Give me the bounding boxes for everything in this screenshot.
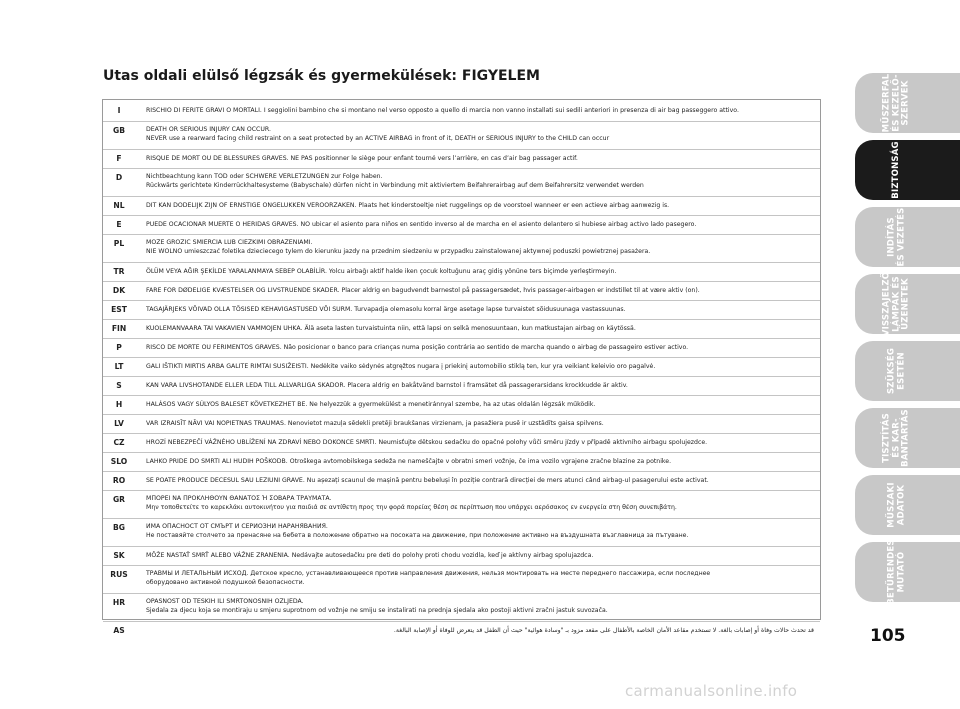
table-row: [103, 100, 820, 122]
table-row: [103, 519, 820, 547]
warning-text: [146, 472, 814, 490]
page-title: Utas oldali elülső légzsák és gyermekülések: FIGYELEM: [103, 68, 540, 84]
warning-line: DIT KAN DODELIJK ZIJN OF ERNSTIGE ONGELUKKEN VEROORZAKEN. Plaats het kinderstoeltje niet ruggelings op de voorstoel wanneer er een actieve airbag aanwezig is.: [146, 202, 670, 209]
table-row: [103, 150, 820, 169]
warning-line: Sjedala za djecu koja se montiraju u smjeru suprotnom od vožnje ne smiju se instalirati na prednja sjedala ako postoji aktivni zračni jastuk suvozača.: [146, 606, 608, 614]
table-row: [103, 566, 820, 594]
table-row: [103, 377, 820, 396]
language-code: TR: [113, 267, 125, 276]
chapter-tab[interactable]: [855, 140, 960, 200]
table-row: [103, 339, 820, 358]
table-row: [103, 169, 820, 197]
language-code: RO: [112, 476, 126, 485]
warning-text: [146, 415, 814, 433]
warning-text: [146, 126, 814, 144]
table-row: [103, 434, 820, 453]
table-row: [103, 396, 820, 415]
language-code: NL: [113, 201, 125, 210]
table-row: [103, 472, 820, 491]
language-code: H: [115, 400, 123, 409]
warning-line: PUEDE OCACIONAR MUERTE O HERIDAS GRAVES. NO ubicar el asiento para niños en sentido inverso al de marcha en el asiento delantero si hubiese airbag activo lado pasegero.: [146, 221, 697, 228]
warning-line: VAR IZRAISĪT NĀVI VAI NOPIETNAS TRAUMAS. Nenovietot mazuļa sēdekli pretēji braukšanas virzienam, ja pasažiera pusē ir uzstādīts gaisa spilvens.: [146, 420, 604, 427]
warning-text: [146, 598, 814, 616]
table-row: [103, 301, 820, 320]
warning-line: GALI IŠTIKTI MIRTIS ARBA GALITE RIMTAI SUSIŽEISTI. Nedėkite vaiko sėdynės atgręžtos nugara į priekinį automobilio stiklą ten, kur yra veikiant keleivio oro pagalvė.: [146, 363, 656, 370]
language-code: RUS: [110, 570, 128, 579]
language-code: D: [115, 173, 123, 182]
table-row: [103, 547, 820, 566]
language-code: I: [117, 106, 121, 115]
chapter-tab-label: MŰSZERFAL ÉS KEZELŐ- SZERVEK: [881, 73, 911, 133]
table-row: [103, 491, 820, 519]
warning-line: LAHKO PRIDE DO SMRTI ALI HUDIH POŠKODB. Otroškega avtomobilskega sedeža ne nameščajte v obratni smeri vožnje, če ima vozilo vgrajene zračne blazine za potnike.: [146, 458, 672, 465]
watermark: carmanualsonline.info: [625, 682, 798, 700]
table-row: [103, 197, 820, 216]
warning-text: [146, 523, 814, 541]
language-code: GB: [112, 126, 126, 135]
chapter-tab-label: SZÜKSÉG ESETÉN: [886, 347, 906, 395]
chapter-tab[interactable]: [855, 341, 960, 401]
warning-line: RISQUE DE MORT OU DE BLESSURES GRAVES. NE PAS positionner le siège pour enfant tourné vers l’arrière, en cas d’air bag passager actif.: [146, 155, 578, 162]
table-row: [103, 453, 820, 472]
warning-text: [146, 282, 814, 300]
warning-line: HROZÍ NEBEZPEČÍ VÁŽNÉHO UBLÍŽENÍ NA ZDRAVÍ NEBO DOKONCE SMRTI. Neumisťujte dětskou sedačku do opačné polohy vůči směru jízdy v případě aktivního airbagu spolujezdce.: [146, 439, 708, 446]
language-code: PL: [113, 239, 125, 248]
language-code: GR: [112, 495, 126, 504]
warning-text: [146, 301, 814, 319]
chapter-tab-label: TISZTÍTÁS ÉS KAR- BANTARTÁS: [881, 409, 911, 467]
language-code: E: [116, 220, 122, 229]
warning-text: [146, 495, 814, 513]
chapter-tab[interactable]: [855, 475, 960, 535]
language-code: LV: [114, 419, 124, 428]
warning-line: NEVER use a rearward facing child restraint on a seat protected by an ACTIVE AIRBAG in front of it, DEATH or SERIOUS INJURY to the CHILD can occur: [146, 134, 610, 142]
warning-text: [146, 453, 814, 471]
language-code: DK: [112, 286, 126, 295]
warning-text: [146, 547, 814, 565]
warning-line: DEATH OR SERIOUS INJURY CAN OCCUR.: [146, 126, 271, 133]
warning-text: [146, 216, 814, 234]
warning-line: TAGAJÄRJEKS VÕIVAD OLLA TÕSISED KEHAVIGASTUSED VÕI SURM. Turvapadja olemasolu korral ärge asetage lapse turvaistet sõidusuunaga vastassuunas.: [146, 306, 626, 313]
language-code: HR: [112, 598, 126, 607]
warning-line: MOŻE GROZIĆ ŚMIERCIA LUB CIEŻKIMI OBRAŻENIAMI.: [146, 239, 313, 246]
language-code: P: [116, 343, 122, 352]
language-code: FIN: [111, 324, 127, 333]
table-row: [103, 282, 820, 301]
warning-text: [146, 150, 814, 168]
warning-line: Rückwärts gerichtete Kinderrückhaltesysteme (Babyschale) dürfen nicht in Verbindung mit aktiviertem Beifahrerairbag auf dem Beifahrersitz verwendet werden: [146, 181, 644, 189]
table-row: [103, 622, 820, 639]
language-code: CZ: [113, 438, 125, 447]
language-code: S: [116, 381, 122, 390]
warning-line: RISCHIO DI FERITE GRAVI O MORTALI. I seggiolini bambino che si montano nel verso opposto a quello di marcia non vanno installati sui sedili anteriori in presenza di air bag passeggero attivo.: [146, 107, 739, 114]
warning-line: OPASNOST OD TEŠKIH ILI SMRTONOSNIH OZLJEDA.: [146, 598, 304, 605]
table-row: [103, 122, 820, 150]
warning-text: [146, 320, 814, 338]
language-code: EST: [111, 305, 127, 314]
warning-line: KAN VARA LIVSHOTANDE ELLER LEDA TILL ALLVARLIGA SKADOR. Placera aldrig en bakåtvänd barnstol i framsätet då passagerarsidans krockkudde är aktiv.: [146, 382, 628, 389]
warning-text: [146, 396, 814, 414]
chapter-tab-label: VISSZAJELZŐ LÁMPÁK ÉS ÜZENETEK: [881, 271, 911, 337]
warning-line: оборудовано активной подушкой безопасности.: [146, 578, 305, 586]
warning-table: [102, 99, 821, 635]
table-row: [103, 594, 820, 622]
chapter-tab-label: INDÍTÁS ÉS VEZETÉS: [886, 207, 906, 267]
table-row: [103, 358, 820, 377]
warning-line: NIE WOLNO umieszczać foletika dzieciecego tylem do kierunku jazdy na przednim siedzeniu w przypadku zainstalowanej aktywnej poduszki powietrznej pasażera.: [146, 247, 651, 255]
table-row: [103, 263, 820, 282]
warning-text: [146, 622, 814, 639]
table-row: [103, 235, 820, 263]
warning-line: FARE FOR DØDELIGE KVÆSTELSER OG LIVSTRUENDE SKADER. Placer aldrig en bagudvendt barnestol på passagersædet, hvis passager-airbagen er indstillet til at være aktiv (on).: [146, 287, 700, 294]
warning-text: [146, 570, 814, 588]
chapter-tab[interactable]: [855, 408, 960, 468]
page-number: 105: [870, 626, 906, 646]
warning-text: [146, 100, 814, 121]
warning-line: MÔŽE NASTAŤ SMRŤ ALEBO VÁŽNE ZRANENIA. Nedávajte autosedačku pre deti do polohy proti chodu vozidla, keď je aktívny airbag spolujazdca.: [146, 552, 594, 559]
language-code: BG: [112, 523, 126, 532]
warning-text: [146, 197, 814, 215]
chapter-tab-label: BIZTONSÁG: [891, 141, 902, 199]
chapter-tab[interactable]: [855, 539, 960, 605]
warning-text: [146, 263, 814, 281]
warning-text: [146, 377, 814, 395]
warning-line: RISCO DE MORTE OU FERIMENTOS GRAVES. Não posicionar o banco para crianças numa posição contrária ao sentido de marcha quando o airbag de passageiro estiver activo.: [146, 344, 689, 351]
table-row: [103, 320, 820, 339]
warning-line: Μην τοποθετείτε το καρεκλάκι αυτοκινήτου για παιδιά σε αντίθετη προς την φορά πορείας θέση σε περίπτωση που υπάρχει αερόσακος εν ενεργεία στη θέση συνεπιβάτη.: [146, 503, 677, 511]
chapter-tab[interactable]: [855, 73, 960, 133]
chapter-tab-label: BETŰRENDES MUTATÓ: [886, 539, 906, 605]
warning-line: Nichtbeachtung kann TOD oder SCHWERE VERLETZUNGEN zur Folge haben.: [146, 173, 383, 180]
warning-text: [146, 339, 814, 357]
chapter-tab[interactable]: [855, 271, 960, 337]
warning-text: [146, 358, 814, 376]
warning-text: [146, 434, 814, 452]
chapter-tab-label: MŰSZAKI ADATOK: [886, 482, 906, 528]
warning-line: ИМА ОПАСНОСТ ОТ СМЪРТ И СЕРИОЗНИ НАРАНЯВАНИЯ.: [146, 523, 328, 530]
warning-line: Не поставяйте столчето за пренасяне на бебета в положение обратно на посоката на движение, при положение активно на въздушната възглавница за пътуване.: [146, 531, 689, 539]
warning-text: [146, 173, 814, 191]
warning-line: SE POATE PRODUCE DECESUL SAU LEZIUNI GRAVE. Nu așezați scaunul de mașină pentru bebeluși în poziție contrară direcției de mers atunci când airbag-ul pasagerului este activat.: [146, 477, 709, 484]
warning-line: ÖLÜM VEYA AĞIR ŞEKİLDE YARALANMAYA SEBEP OLABİLİR. Yolcu airbağı aktif halde iken çocuk koltuğunu araç gidiş yönüne ters biçimde yerleştirmeyin.: [146, 268, 617, 275]
warning-line: HALÁSOS VAGY SÚLYOS BALESET KÖVETKEZHET BE. Ne helyezzük a gyermekülést a menetiránnyal szembe, ha az utas oldalán légzsák működik.: [146, 401, 596, 408]
table-row: [103, 216, 820, 235]
warning-line: قد تحدث حالات وفاة أو إصابات بالغة. لا تستخدم مقاعد الأمان الخاصة بالأطفال على مقعد مزود بـ "وسادة هوائية" حيث أن الطفل قد يتعرض للوفاة أو الإصابة البالغة.: [393, 627, 814, 634]
chapter-tab[interactable]: [855, 207, 960, 267]
language-code: LT: [114, 362, 124, 371]
warning-line: ТРАВМЫ И ЛЕТАЛЬНЫЙ ИСХОД. Детское кресло, устанавливающееся против направления движения, нельзя монтировать на месте переднего пассажира, если последнее: [146, 570, 711, 577]
language-code: SLO: [110, 457, 128, 466]
warning-line: ΜΠΟΡΕΙ ΝΑ ΠΡΟΚΛΗΘΟΥΝ ΘΑΝΑΤΟΣ Ή ΣΟΒΑΡΑ ΤΡΑΥΜΑΤΑ.: [146, 495, 332, 502]
language-code: SK: [113, 551, 125, 560]
table-row: [103, 415, 820, 434]
language-code: AS: [113, 626, 125, 635]
warning-text: [146, 239, 814, 257]
warning-line: KUOLEMANVAARA TAI VAKAVIEN VAMMOJEN UHKA. Älä aseta lasten turvaistuinta niin, että lapsi on selkä menosuuntaan, kun matkustajan airbag on käytössä.: [146, 325, 636, 332]
language-code: F: [116, 154, 122, 163]
